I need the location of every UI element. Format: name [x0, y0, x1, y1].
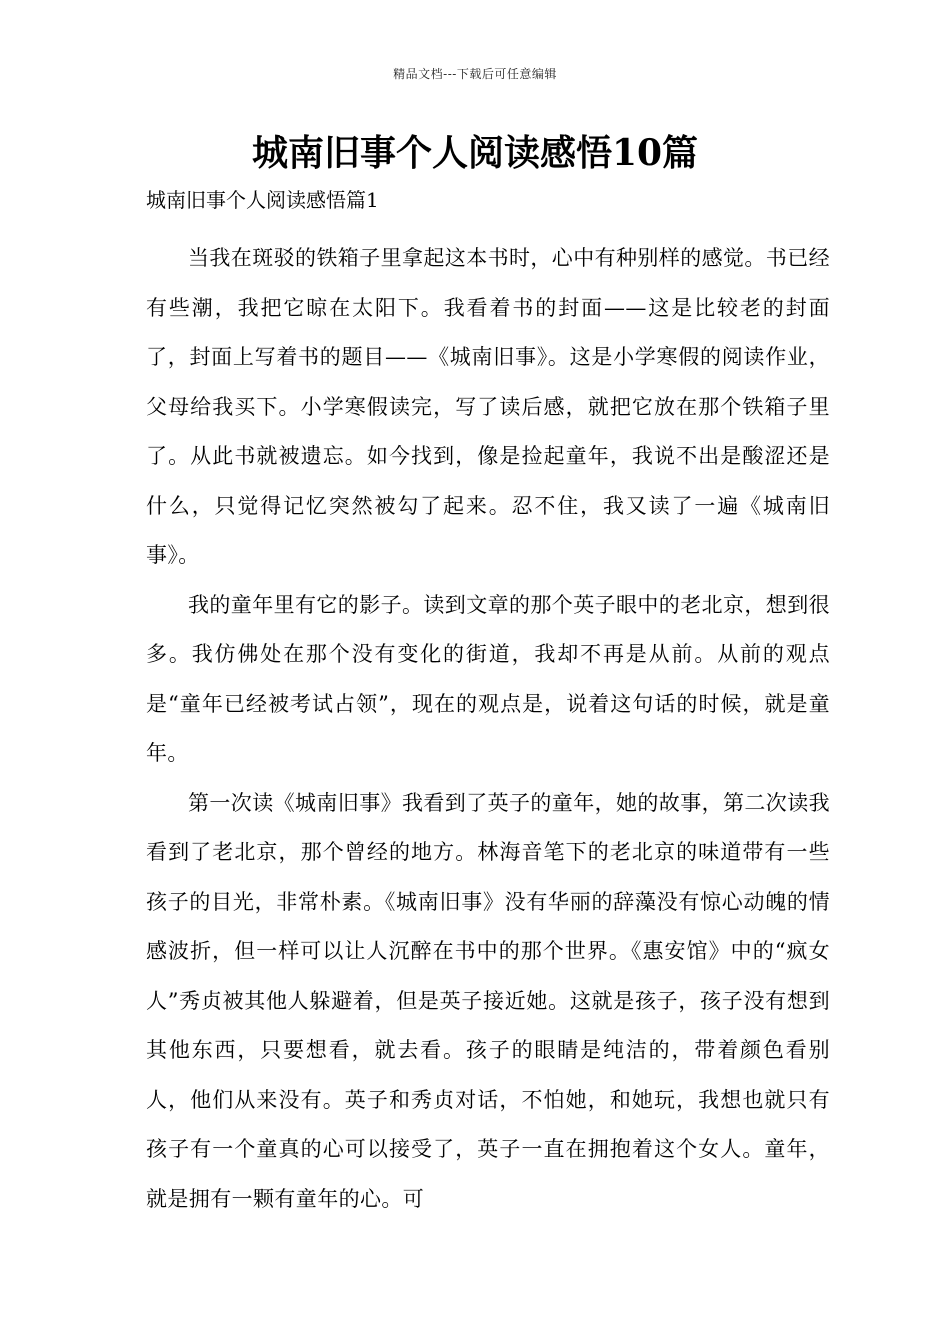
document-title: 城南旧事个人阅读感悟10篇: [251, 132, 699, 174]
section-heading: 城南旧事个人阅读感悟篇1: [146, 188, 379, 212]
document-body: [146, 234, 830, 1224]
paragraph-2: 我的童年里有它的影子。读到文章的那个英子眼中的老北京，想到很多。我仿佛处在那个没有变化的街道，我却不再是从前。从前的观点是“童年已经被考试占领”，现在的观点是，说着这句话的时候，就是童年。: [146, 592, 830, 765]
paragraph-1: 当我在斑驳的铁箱子里拿起这本书时，心中有种别样的感觉。书已经有些潮，我把它晾在太阳下。我看着书的封面——这是比较老的封面了，封面上写着书的题目——《城南旧事》。这是小学寒假的阅读作业，父母给我买下。小学寒假读完，写了读后感，就把它放在那个铁箱子里了。从此书就被遗忘。如今找到，像是捡起童年，我说不出是酸涩还是什么，只觉得记忆突然被勾了起来。忍不住，我又读了一遍《城南旧事》。: [146, 246, 830, 567]
header-note: 精品文档---下载后可任意编辑: [393, 67, 557, 81]
paragraph-3: 第一次读《城南旧事》我看到了英子的童年，她的故事，第二次读我看到了老北京，那个曾经的地方。林海音笔下的老北京的味道带有一些孩子的目光，非常朴素。《城南旧事》没有华丽的辞藻没有惊心动魄的情感波折，但一样可以让人沉醉在书中的那个世界。《惠安馆》中的“疯女人”秀贞被其他人躲避着，但是英子接近她。这就是孩子，孩子没有想到其他东西，只要想看，就去看。孩子的眼睛是纯洁的，带着颜色看别人，他们从来没有。英子和秀贞对话，不怕她，和她玩，我想也就只有孩子有一个童真的心可以接受了，英子一直在拥抱着这个女人。童年，就是拥有一颗有童年的心。可: [146, 790, 830, 1211]
